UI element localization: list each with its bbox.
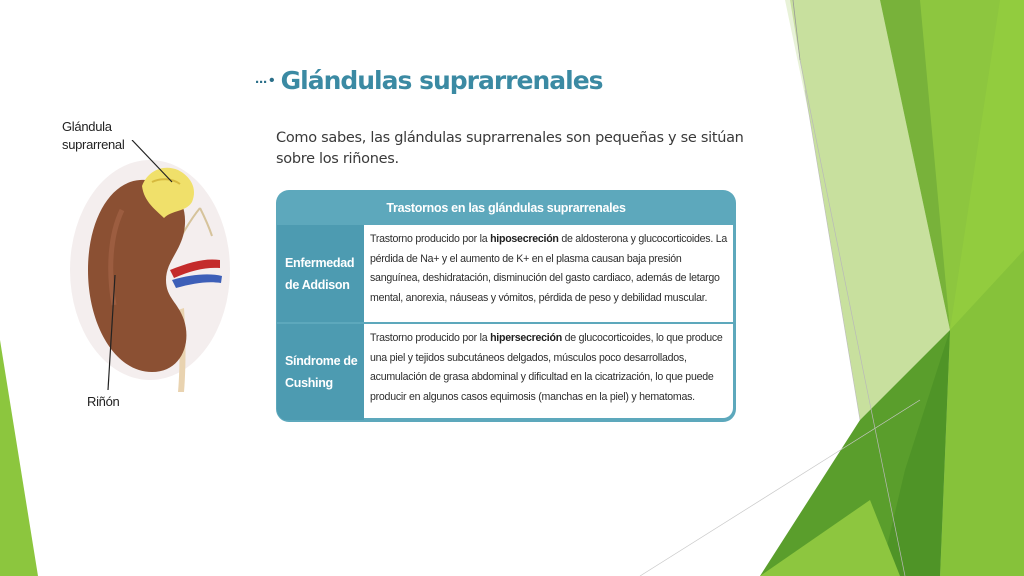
row-label-line2: Cushing [285, 376, 333, 390]
table-row [277, 324, 735, 420]
title-dots: ··· [255, 74, 267, 91]
kidney-illustration [60, 140, 240, 410]
label-adrenal-gland: Glándula suprarrenal [62, 119, 125, 152]
row-label-line1: Enfermedad [285, 255, 355, 270]
desc-text: de aldosterona y glucocorticoides. La pérdida de Na+ y el aumento de K+ en el plasma causan baja presión sanguínea, deshidratación, disminución del gasto cardiaco, además de letargo mental, anorexia, náuseas y vómitos, pérdida de peso y debilidad muscular. [370, 233, 727, 304]
desc-text: de glucocorticoides, lo que produce una piel y tejidos subcutáneos delgados, músculos poco desarrollados, acumulación de grasa abdominal y dificultad en la cicatrización, lo que puede producir en algunos casos equimosis (manchas en la piel) y hematomas. [370, 332, 723, 403]
desc-text: Trastorno producido por la [370, 332, 491, 344]
title-bullet: • [269, 71, 275, 89]
page-title: Glándulas suprarrenales [280, 66, 603, 95]
row-label-cushing [277, 324, 364, 420]
disorders-table [277, 191, 735, 421]
table-header: Trastornos en las glándulas suprarrenales [386, 201, 626, 215]
row-label-addison [277, 225, 364, 322]
table-row [277, 225, 735, 322]
row-description-addison [364, 225, 733, 322]
desc-bold-term: hipersecreción [490, 332, 562, 344]
label-kidney: Riñón [87, 394, 120, 409]
row-description-cushing [364, 324, 733, 418]
desc-bold-term: hiposecreción [490, 233, 559, 245]
intro-paragraph: Como sabes, las glándulas suprarrenales son pequeñas y se sitúan sobre los riñones. [276, 130, 744, 167]
left-green-wedge [0, 340, 38, 576]
desc-text: Trastorno producido por la [370, 233, 491, 245]
title-row [255, 66, 603, 95]
row-label-line1: Síndrome de [285, 354, 358, 368]
row-label-line2: de Addison [285, 277, 350, 292]
